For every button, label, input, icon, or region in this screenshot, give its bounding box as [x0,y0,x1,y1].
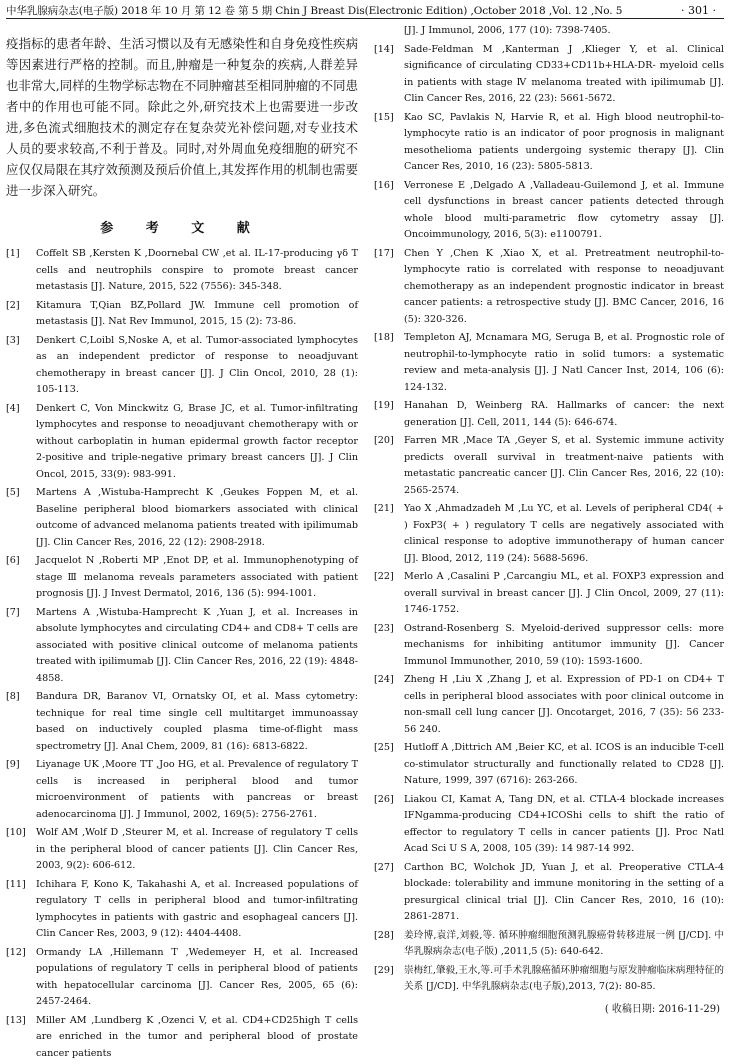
reference-number: [9] [6,759,20,770]
reference-item [374,178,724,244]
reference-number: [29] [374,964,394,976]
reference-number: [1] [6,248,20,259]
reference-item [374,569,724,619]
reference-text: Verronese E ,Delgado A ,Valladeau-Guilemond J, et al. Immune cell dysfunctions in breast cancer patients detected through whole blood multi-parametric flow cytometry assay [J]. Oncoimmunology, 2016, 5(3): e1100791. [404,179,724,240]
reference-text: Ormandy LA ,Hillemann T ,Wedemeyer H, et al. Increased populations of regulatory T cells in peripheral blood of patients with hepatocellular carcinoma [J]. Cancer Res, 2005, 65 (6): 2457-2464. [36,946,358,1007]
reference-number: [5] [6,487,20,498]
reference-number: [15] [374,111,394,123]
reference-text: Martens A ,Wistuba-Hamprecht K ,Geukes Foppen M, et al. Baseline peripheral blood biomarkers associated with clinical outcome of advanced melanoma patients treated with ipilimumab [J]. Clin Cancer Res, 2016, 22 (12): 2908-2918. [36,487,358,548]
journal-info: 中华乳腺病杂志(电子版) 2018 年 10 月 第 12 卷 第 5 期 Chin J Breast Dis(Electronic Edition) ,October 2018 ,Vol. 12 ,No. 5 [6,4,623,17]
reference-item [6,825,358,875]
reference-item [374,928,724,961]
reference-text: Zheng H ,Liu X ,Zhang J, et al. Expression of PD-1 on CD4+ T cells in peripheral blood associates with poor clinical outcome in non-small cell lung cancer [J]. Oncotarget, 2016, 7 (35): 56 233-56 240. [404,674,724,735]
references-list-left [6,246,358,1062]
reference-item [374,110,724,176]
reference-number: [13] [6,1014,26,1026]
reference-number: [21] [374,503,394,514]
right-column [374,23,724,1064]
two-column-body [6,23,724,1064]
running-header [6,0,724,19]
reference-number: [6] [6,555,20,566]
reference-item [6,689,358,755]
reference-number: [27] [374,861,394,873]
reference-item [6,877,358,943]
left-column [6,23,358,1064]
reference-text: Kitamura T,Qian BZ,Pollard JW. Immune cell promotion of metastasis [J]. Nat Rev Immunol, 2015, 15 (2): 73-86. [36,299,358,327]
reference-text: Bandura DR, Baranov VI, Ornatsky OI, et al. Mass cytometry: technique for real time single cell multitarget immunoassay based on inductively coupled plasma time-of-flight mass spectrometry [J]. Anal Chem, 2009, 81 (16): 6813-6822. [36,691,358,752]
page-number: · 301 · [681,3,716,17]
reference-number: [10] [6,827,26,838]
reference-number: [17] [374,247,394,259]
reference-number: [26] [374,793,394,805]
reference-number: [16] [374,179,394,191]
reference-number: [12] [6,946,26,958]
reference-item [374,672,724,738]
reference-text: 崇梅红,肇毅,王水,等.可手术乳腺癌循环肿瘤细胞与原发肿瘤临床病理特征的关系 [J/CD]. 中华乳腺病杂志(电子版),2013, 7(2): 80-85. [404,964,724,992]
reference-text: Liakou CI, Kamat A, Tang DN, et al. CTLA-4 blockade increases IFNgamma-producing CD4+ICOShi cells to shift the ratio of effector to regulatory T cells in cancer patients [J]. Proc Natl Acad Sci U S A, 2008, 105 (39): 14 987-14 992. [404,793,724,854]
reference-number: [19] [374,400,394,411]
reference-text: Denkert C, Von Minckwitz G, Brase JC, et al. Tumor-infiltrating lymphocytes and response to neoadjuvant chemotherapy with or without carboplatin in human epidermal growth factor receptor 2-positive and triple-negative primary breast cancers [J]. J Clin Oncol, 2015, 33(9): 983-991. [36,402,358,480]
reference-item [374,621,724,671]
reference-item [374,740,724,790]
reference-text: Jacquelot N ,Roberti MP ,Enot DP, et al. Immunophenotyping of stage Ⅲ melanoma reveals parameters associated with patient prognosis [J]. J Invest Dermatol, 2016, 136 (5): 994-1001. [36,555,358,599]
reference-number: [14] [374,43,394,55]
reference-number: [22] [374,571,394,582]
reference-text: Templeton AJ, Mcnamara MG, Seruga B, et al. Prognostic role of neutrophil-to-lymphocyte ratio in solid tumors: a systematic review and meta-analysis [J]. J Natl Cancer Inst, 2014, 106 (6): 124-132. [404,332,724,393]
reference-number: [23] [374,622,394,634]
references-list-right [374,42,724,996]
reference-text: [J]. J Immunol, 2006, 177 (10): 7398-7405. [404,25,611,36]
reference-item [374,330,724,396]
reference-item [374,963,724,996]
reference-item [6,553,358,603]
reference-number: [24] [374,674,394,685]
reference-item [6,1013,358,1063]
reference-continuation [374,23,724,40]
reference-item [6,757,358,823]
reference-item [6,945,358,1011]
reference-number: [25] [374,742,394,753]
reference-number: [3] [6,334,20,346]
reference-number: [7] [6,606,20,618]
reference-number: [18] [374,332,394,343]
reference-text: Martens A ,Wistuba-Hamprecht K ,Yuan J, et al. Increases in absolute lymphocytes and circulating CD4+ and CD8+ T cells are associated with positive clinical outcome of melanoma patients treated with ipilimumab [J]. Clin Cancer Res, 2016, 22 (19): 4848-4858. [36,606,359,684]
reference-number: [4] [6,402,20,414]
received-date: ( 收稿日期: 2016-11-29) [604,1003,720,1015]
reference-text: Hanahan D, Weinberg RA. Hallmarks of cancer: the next generation [J]. Cell, 2011, 144 (5): 646-674. [404,400,724,428]
reference-item [6,605,358,688]
reference-text: Coffelt SB ,Kersten K ,Doornebal CW ,et al. IL-17-producing γδ T cells and neutrophils conspire to promote breast cancer metastasis [J]. Nature, 2015, 522 (7556): 345-348. [36,248,358,292]
reference-item [374,792,724,858]
reference-text: 姜玲博,袁洋,刘毅,等. 循环肿瘤细胞预测乳腺癌骨转移进展一例 [J/CD]. 中华乳腺病杂志(电子版) ,2011,5 (5): 640-642. [404,929,724,957]
reference-item [6,401,358,484]
reference-item [6,246,358,296]
reference-text: Wolf AM ,Wolf D ,Steurer M, et al. Increase of regulatory T cells in the peripheral blood of cancer patients [J]. Clin Cancer Res, 2003, 9(2): 606-612. [36,827,358,871]
reference-text: Miller AM ,Lundberg K ,Ozenci V, et al. CD4+CD25high T cells are enriched in the tumor and peripheral blood of prostate cancer patients [36,1014,358,1059]
reference-text: Ichihara F, Kono K, Takahashi A, et al. Increased populations of regulatory T cells in peripheral blood and tumor-infiltrating lymphocytes in patients with gastric and esophageal cancers [J]. Clin Cancer Res, 2003, 9 (12): 4404-4408. [36,878,358,939]
reference-text: Chen Y ,Chen K ,Xiao X, et al. Pretreatment neutrophil-to-lymphocyte ratio is correlated with response to neoadjuvant chemotherapy as an independent prognostic indicator in breast cancer patients: a retrospective study [J]. BMC Cancer, 2016, 16 (5): 320-326. [404,247,724,325]
reference-item [6,485,358,551]
reference-text: Sade-Feldman M ,Kanterman J ,Klieger Y, et al. Clinical significance of circulating CD33+CD11b+HLA-DR- myeloid cells in patients with stage Ⅳ melanoma treated with ipilimumab [J]. Clin Cancer Res, 2016, 22 (23): 5661-5672. [404,43,724,104]
reference-text: Hutloff A ,Dittrich AM ,Beier KC, et al. ICOS is an inducible T-cell co-stimulator structurally and functionally related to CD28 [J]. Nature, 1999, 397 (6716): 263-266. [404,742,724,786]
reference-item [6,298,358,331]
reference-number: [8] [6,691,20,702]
reference-item [374,246,724,329]
reference-item [6,333,358,399]
reference-item [374,398,724,431]
reference-item [374,860,724,926]
reference-number: [2] [6,299,20,311]
reference-text: Farren MR ,Mace TA ,Geyer S, et al. Systemic immune activity predicts overall survival in treatment-naive patients with metastatic pancreatic cancer [J]. Clin Cancer Res, 2016, 22 (10): 2565-2574. [404,435,724,496]
reference-number: [11] [6,878,26,890]
references-heading: 参 考 文 献 [100,221,264,236]
reference-text: Yao X ,Ahmadzadeh M ,Lu YC, et al. Levels of peripheral CD4( + ) FoxP3( + ) regulatory T cells are negatively associated with clinical response to adoptive immunotherapy of human cancer [J]. Blood, 2012, 119 (24): 5688-5696. [404,503,724,564]
reference-item [374,42,724,108]
reference-text: Denkert C,Loibl S,Noske A, et al. Tumor-associated lymphocytes as an independent predictor of response to neoadjuvant chemotherapy in breast cancer [J]. J Clin Oncol, 2010, 28 (1): 105-113. [36,334,358,395]
reference-number: [28] [374,929,394,941]
body-paragraph: 疫指标的患者年龄、生活习惯以及有无感染性和自身免疫性疾病等因素进行严格的控制。而且,肿瘤是一种复杂的疾病,人群差异也非常大,同样的生物学标志物在不同肿瘤甚至相同肿瘤的不同患者中的作用也可能不同。除此之外,研究技术上也需要进一步改进,多色流式细胞技术的测定存在复杂荧光补偿问题,对专业技术人员的要求较高,不利于普及。同时,对外周血免疫细胞的研究不应仅仅局限在其疗效预测及预后价值上,其发挥作用的机制也需要进一步深入研究。 [6,36,358,198]
reference-number: [20] [374,435,394,446]
reference-text: Merlo A ,Casalini P ,Carcangiu ML, et al. FOXP3 expression and overall survival in breast cancer [J]. J Clin Oncol, 2009, 27 (11): 1746-1752. [404,571,724,615]
reference-text: Kao SC, Pavlakis N, Harvie R, et al. High blood neutrophil-to-lymphocyte ratio is an indicator of poor prognosis in malignant mesothelioma patients undergoing systemic therapy [J]. Clin Cancer Res, 2010, 16 (23): 5805-5813. [404,111,724,172]
reference-item [374,433,724,499]
reference-text: Liyanage UK ,Moore TT ,Joo HG, et al. Prevalence of regulatory T cells is increased in peripheral blood and tumor microenvironment of patients with pancreas or breast adenocarcinoma [J]. J Immunol, 2002, 169(5): 2756-2761. [36,759,358,820]
reference-item [374,501,724,567]
reference-text: Carthon BC, Wolchok JD, Yuan J, et al. Preoperative CTLA-4 blockade: tolerability and immune monitoring in the setting of a presurgical clinical trial [J]. Clin Cancer Res, 2010, 16 (10): 2861-2871. [404,861,724,922]
reference-text: Ostrand-Rosenberg S. Myeloid-derived suppressor cells: more mechanisms for inhibiting antitumor immunity [J]. Cancer Immunol Immunother, 2010, 59 (10): 1593-1600. [404,622,724,667]
